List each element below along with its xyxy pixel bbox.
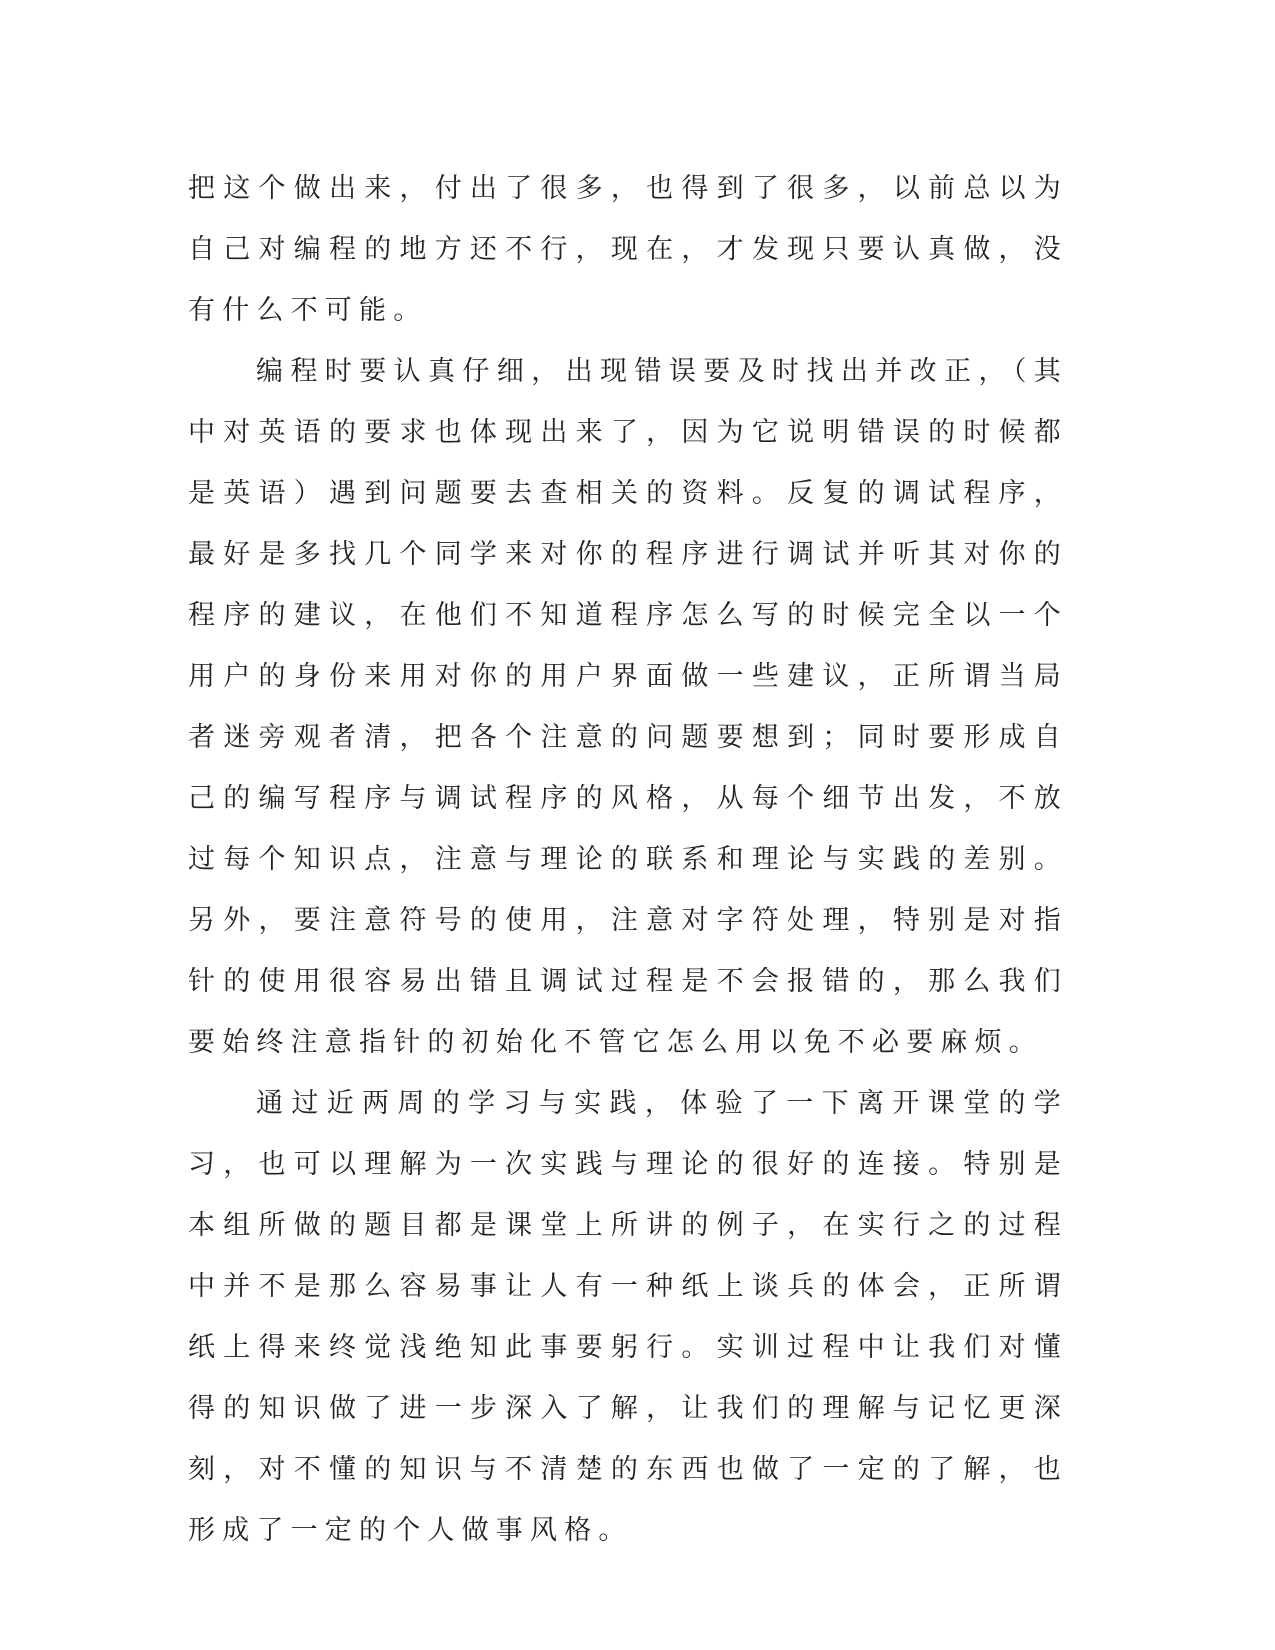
paragraph-2: 编程时要认真仔细，出现错误要及时找出并改正，（其中对英语的要求也体现出来了，因为它说明错误的时候都是英语）遇到问题要去查相关的资料。反复的调试程序，最好是多找几个同学来对你的程序进行调试并听其对你的程序的建议，在他们不知道程序怎么写的时候完全以一个用户的身份来用对你的用户界面做一些建议，正所谓当局者迷旁观者清，把各个注意的问题要想到；同时要形成自己的编写程序与调试程序的风格，从每个细节出发，不放过每个知识点，注意与理论的联系和理论与实践的差别。另外，要注意符号的使用，注意对字符处理，特别是对指针的使用很容易出错且调试过程是不会报错的，那么我们要始终注意指针的初始化不管它怎么用以免不必要麻烦。 (188, 356, 1068, 1058)
paragraph-1: 把这个做出来，付出了很多，也得到了很多，以前总以为自己对编程的地方还不行，现在，才发现只要认真做，没有什么不可能。 (188, 173, 1068, 326)
body-text (188, 158, 1068, 1561)
paragraph-3: 通过近两周的学习与实践，体验了一下离开课堂的学习，也可以理解为一次实践与理论的很好的连接。特别是本组所做的题目都是课堂上所讲的例子，在实行之的过程中并不是那么容易事让人有一种纸上谈兵的体会，正所谓纸上得来终觉浅绝知此事要躬行。实训过程中让我们对懂得的知识做了进一步深入了解，让我们的理解与记忆更深刻，对不懂的知识与不清楚的东西也做了一定的了解，也形成了一定的个人做事风格。 (188, 1088, 1068, 1546)
